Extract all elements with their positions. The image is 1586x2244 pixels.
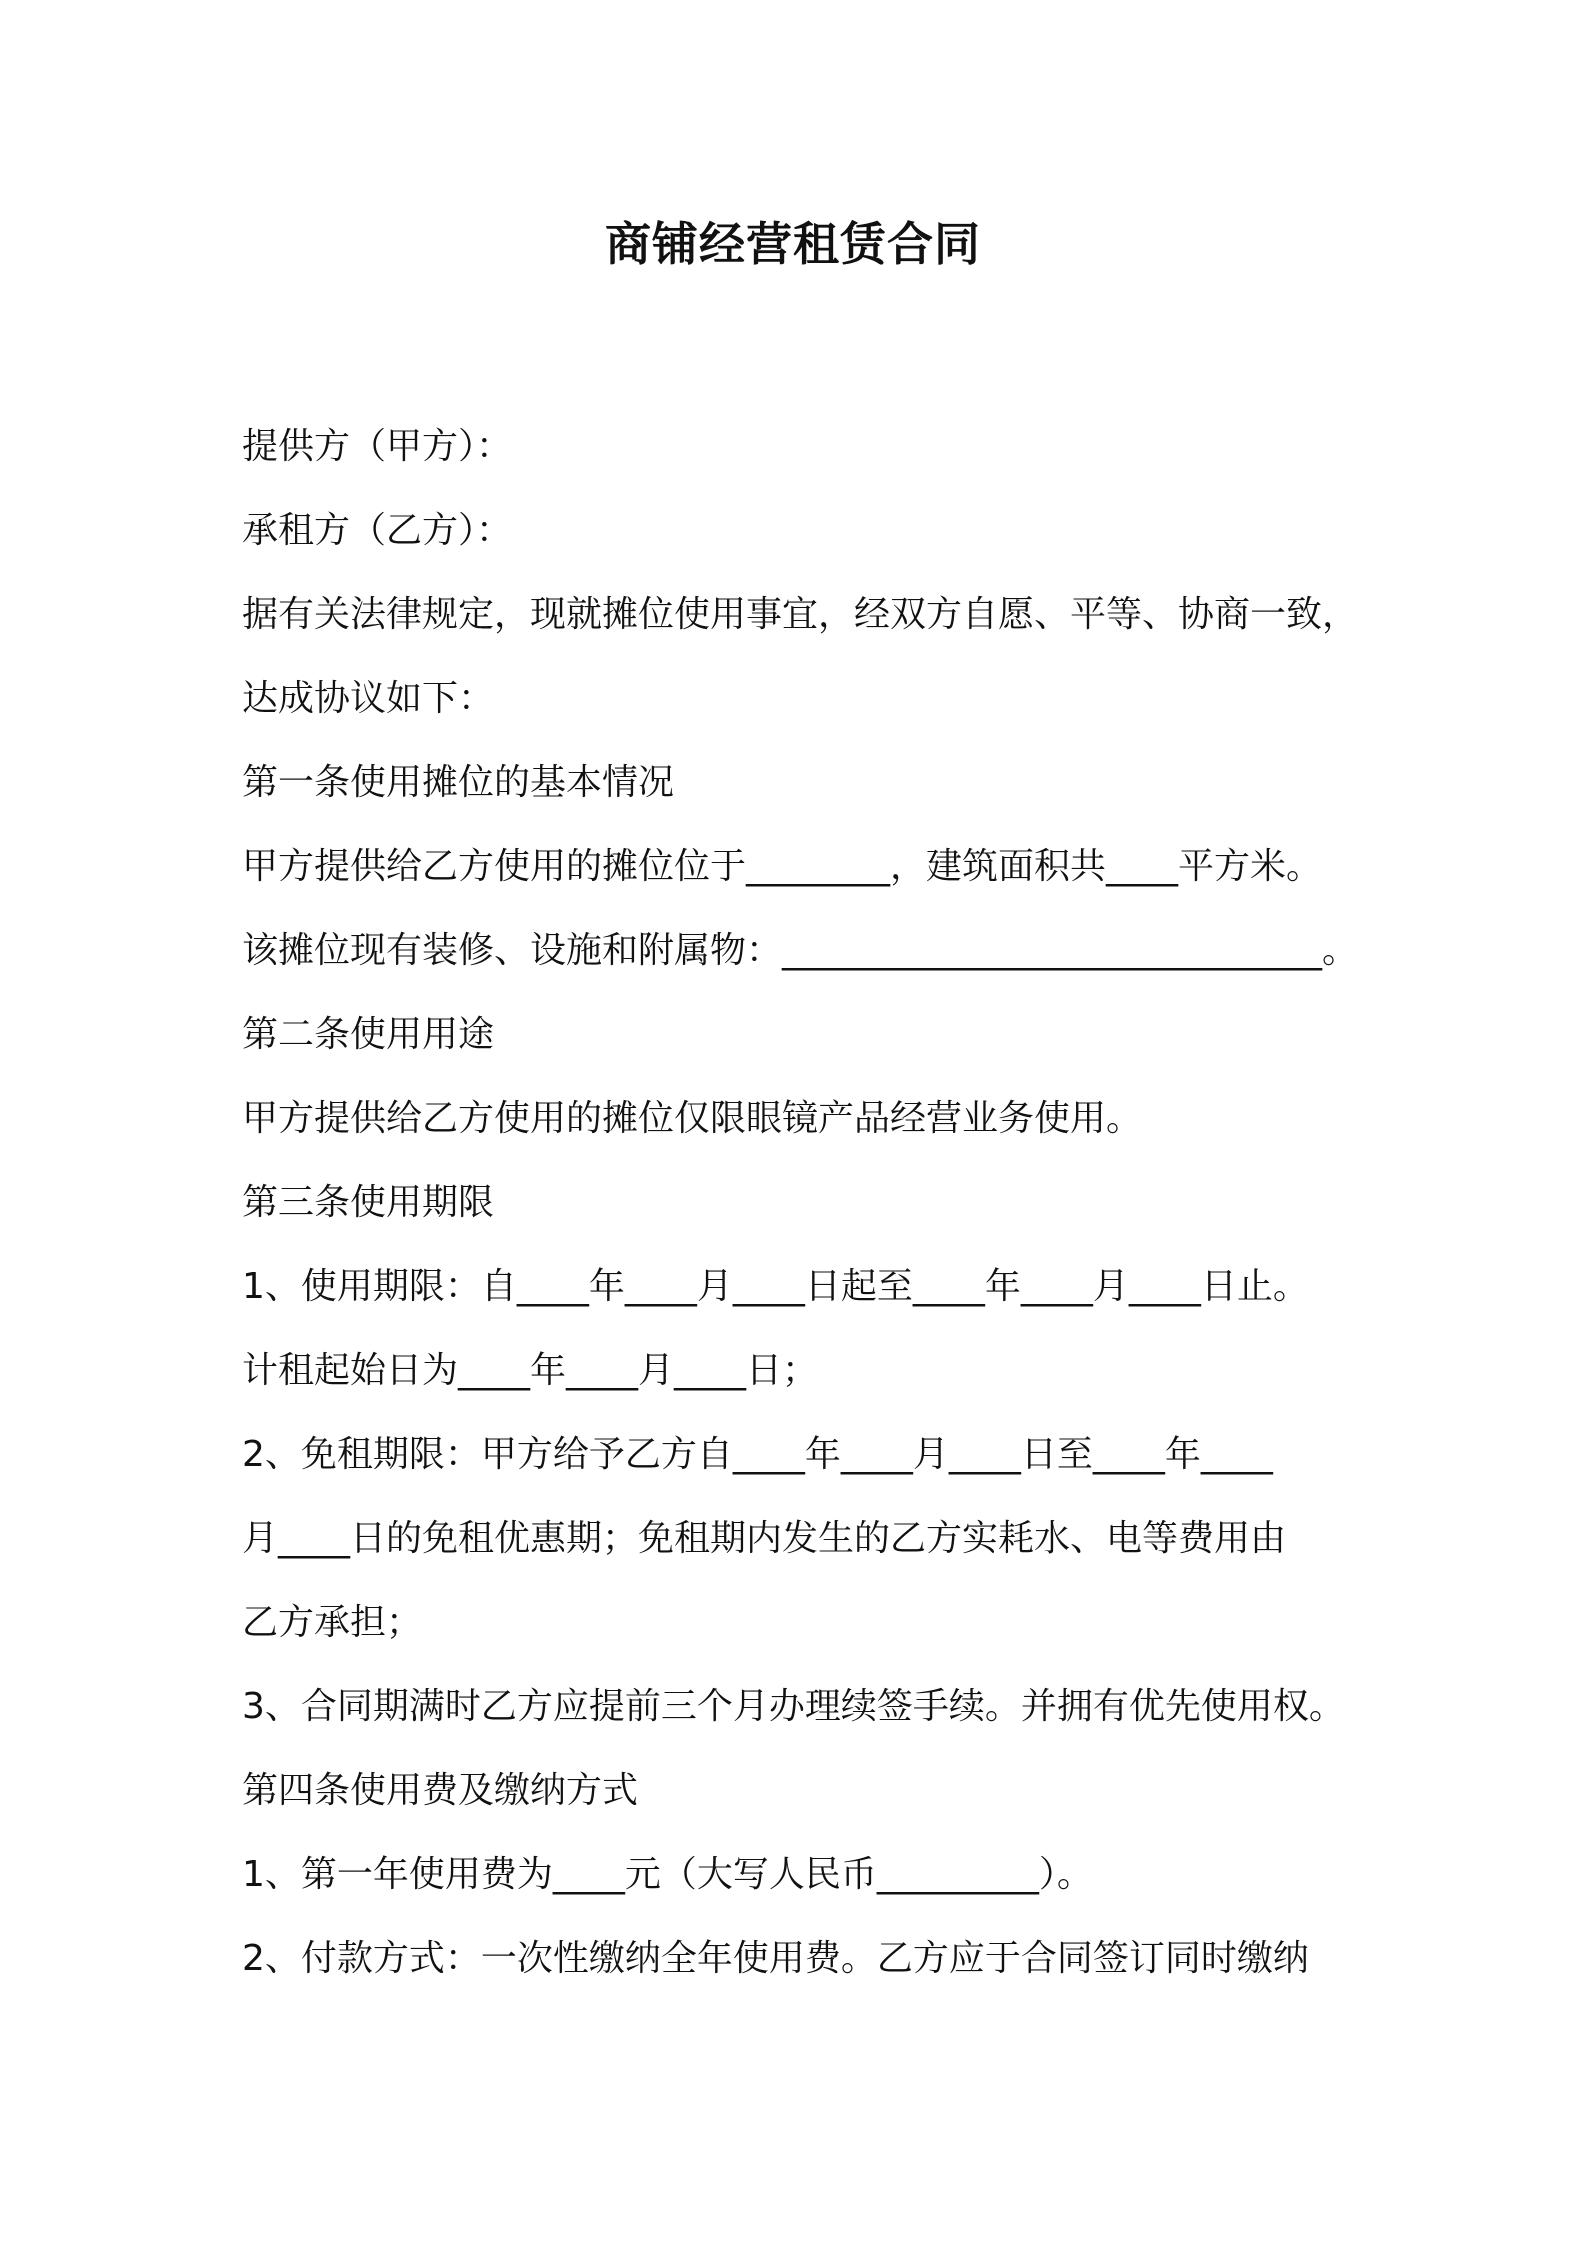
article-3-clause-1: 1、使用期限：自____年____月____日起至____年____月____日止。 xyxy=(242,1266,1309,1307)
document-body xyxy=(242,405,1362,2001)
article-3-clause-3: 3、合同期满时乙方应提前三个月办理续签手续。并拥有优先使用权。 xyxy=(242,1686,1345,1727)
article-1-text-2: 该摊位现有装修、设施和附属物：______________________________。 xyxy=(242,930,1359,971)
article-4-clause-2: 2、付款方式：一次性缴纳全年使用费。乙方应于合同签订同时缴纳 xyxy=(242,1938,1309,1979)
article-2-text: 甲方提供给乙方使用的摊位仅限眼镜产品经营业务使用。 xyxy=(242,1098,1143,1139)
article-3-clause-2: 2、免租期限：甲方给予乙方自____年____月____日至____年____ xyxy=(242,1434,1273,1475)
article-3-clause-2-end: 乙方承担； xyxy=(242,1602,423,1643)
article-3-heading: 第三条使用期限 xyxy=(242,1182,495,1223)
article-4-clause-1: 1、第一年使用费为____元（大写人民币_________）。 xyxy=(242,1854,1093,1895)
article-4-heading: 第四条使用费及缴纳方式 xyxy=(242,1770,639,1811)
article-1-text-1: 甲方提供给乙方使用的摊位位于________，建筑面积共____平方米。 xyxy=(242,846,1323,887)
preamble-line-2: 达成协议如下： xyxy=(242,678,495,719)
article-3-clause-2-cont: 月____日的免租优惠期；免租期内发生的乙方实耗水、电等费用由 xyxy=(242,1518,1287,1559)
party-b-line: 承租方（乙方）： xyxy=(242,510,513,551)
document-title: 商铺经营租赁合同 xyxy=(605,217,981,271)
preamble-line-1: 据有关法律规定，现就摊位使用事宜，经双方自愿、平等、协商一致， xyxy=(242,594,1359,635)
article-3-clause-1-cont: 计租起始日为____年____月____日； xyxy=(242,1350,819,1391)
article-2-heading: 第二条使用用途 xyxy=(242,1014,495,1055)
party-a-line: 提供方（甲方）： xyxy=(242,426,513,467)
article-1-heading: 第一条使用摊位的基本情况 xyxy=(242,762,675,803)
